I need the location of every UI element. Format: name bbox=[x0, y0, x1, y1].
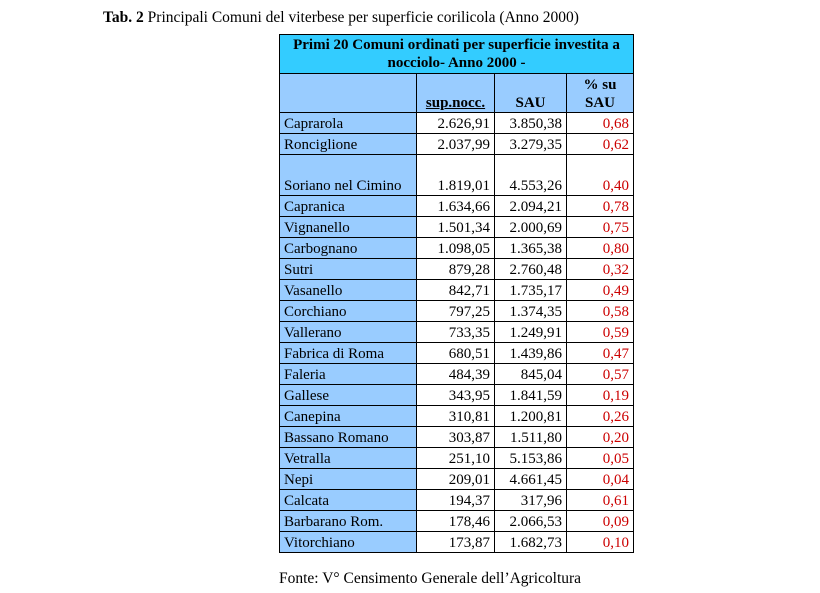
cell-sau: 1.511,80 bbox=[495, 427, 567, 448]
cell-pct-su-sau: 0,75 bbox=[567, 217, 634, 238]
cell-sau: 845,04 bbox=[495, 364, 567, 385]
cell-sup-nocc: 842,71 bbox=[417, 280, 495, 301]
cell-pct-su-sau: 0,49 bbox=[567, 280, 634, 301]
cell-pct-su-sau: 0,62 bbox=[567, 134, 634, 155]
cell-pct-su-sau: 0,20 bbox=[567, 427, 634, 448]
cell-comune: Vignanello bbox=[280, 217, 417, 238]
cell-sup-nocc: 251,10 bbox=[417, 448, 495, 469]
cell-sau: 2.000,69 bbox=[495, 217, 567, 238]
cell-sup-nocc: 1.501,34 bbox=[417, 217, 495, 238]
cell-comune: Fabrica di Roma bbox=[280, 343, 417, 364]
table-row bbox=[280, 280, 634, 301]
cell-comune: Carbognano bbox=[280, 238, 417, 259]
table-row bbox=[280, 343, 634, 364]
cell-sup-nocc: 2.626,91 bbox=[417, 113, 495, 134]
cell-sau: 2.094,21 bbox=[495, 196, 567, 217]
cell-sau: 1.200,81 bbox=[495, 406, 567, 427]
cell-sau: 1.439,86 bbox=[495, 343, 567, 364]
table-row bbox=[280, 427, 634, 448]
cell-sup-nocc: 2.037,99 bbox=[417, 134, 495, 155]
table-row bbox=[280, 322, 634, 343]
cell-sup-nocc: 173,87 bbox=[417, 532, 495, 553]
cell-pct-su-sau: 0,57 bbox=[567, 364, 634, 385]
cell-sau: 1.249,91 bbox=[495, 322, 567, 343]
cell-sau: 317,96 bbox=[495, 490, 567, 511]
cell-pct-su-sau: 0,32 bbox=[567, 259, 634, 280]
cell-sau: 2.760,48 bbox=[495, 259, 567, 280]
cell-comune: Faleria bbox=[280, 364, 417, 385]
cell-sup-nocc: 343,95 bbox=[417, 385, 495, 406]
cell-sau: 3.279,35 bbox=[495, 134, 567, 155]
cell-pct-su-sau: 0,58 bbox=[567, 301, 634, 322]
cell-sup-nocc: 733,35 bbox=[417, 322, 495, 343]
cell-sau: 4.661,45 bbox=[495, 469, 567, 490]
cell-sau: 1.374,35 bbox=[495, 301, 567, 322]
table-row bbox=[280, 490, 634, 511]
cell-comune: Canepina bbox=[280, 406, 417, 427]
cell-comune: Sutri bbox=[280, 259, 417, 280]
table-row bbox=[280, 532, 634, 553]
cell-pct-su-sau: 0,47 bbox=[567, 343, 634, 364]
caption-text: Principali Comuni del viterbese per superficie corilicola (Anno 2000) bbox=[147, 9, 579, 26]
cell-comune: Vallerano bbox=[280, 322, 417, 343]
table-row bbox=[280, 406, 634, 427]
cell-comune: Caprarola bbox=[280, 113, 417, 134]
table-row bbox=[280, 196, 634, 217]
table-row bbox=[280, 134, 634, 155]
cell-sup-nocc: 310,81 bbox=[417, 406, 495, 427]
table-row bbox=[280, 238, 634, 259]
cell-sau: 1.735,17 bbox=[495, 280, 567, 301]
cell-comune: Gallese bbox=[280, 385, 417, 406]
header-sup-nocc: sup.nocc. bbox=[417, 74, 495, 113]
cell-comune: Vetralla bbox=[280, 448, 417, 469]
cell-sau: 1.841,59 bbox=[495, 385, 567, 406]
header-sau: SAU bbox=[495, 74, 567, 113]
cell-pct-su-sau: 0,59 bbox=[567, 322, 634, 343]
table-row bbox=[280, 469, 634, 490]
cell-sau: 1.365,38 bbox=[495, 238, 567, 259]
cell-pct-su-sau: 0,26 bbox=[567, 406, 634, 427]
source-note: Fonte: V° Censimento Generale dell’Agricoltura bbox=[279, 570, 582, 587]
cell-sup-nocc: 194,37 bbox=[417, 490, 495, 511]
table-row bbox=[280, 217, 634, 238]
header-name bbox=[280, 74, 417, 113]
cell-sup-nocc: 1.634,66 bbox=[417, 196, 495, 217]
cell-sup-nocc: 178,46 bbox=[417, 511, 495, 532]
cell-comune: Vasanello bbox=[280, 280, 417, 301]
table-row bbox=[280, 259, 634, 280]
cell-comune: Nepi bbox=[280, 469, 417, 490]
cell-sup-nocc: 1.098,05 bbox=[417, 238, 495, 259]
cell-sup-nocc: 484,39 bbox=[417, 364, 495, 385]
table-row bbox=[280, 113, 634, 134]
table-row bbox=[280, 385, 634, 406]
cell-pct-su-sau: 0,80 bbox=[567, 238, 634, 259]
table-row bbox=[280, 511, 634, 532]
cell-pct-su-sau: 0,05 bbox=[567, 448, 634, 469]
cell-pct-su-sau: 0,61 bbox=[567, 490, 634, 511]
table-row bbox=[280, 448, 634, 469]
cell-sau: 1.682,73 bbox=[495, 532, 567, 553]
cell-sup-nocc: 680,51 bbox=[417, 343, 495, 364]
cell-comune: Vitorchiano bbox=[280, 532, 417, 553]
header-pct-su-sau: % su SAU bbox=[567, 74, 634, 113]
table-banner: Primi 20 Comuni ordinati per superficie investita a nocciolo- Anno 2000 - bbox=[280, 35, 634, 74]
cell-sau: 4.553,26 bbox=[495, 155, 567, 196]
cell-comune: Ronciglione bbox=[280, 134, 417, 155]
cell-pct-su-sau: 0,19 bbox=[567, 385, 634, 406]
cell-sup-nocc: 1.819,01 bbox=[417, 155, 495, 196]
cell-comune: Corchiano bbox=[280, 301, 417, 322]
cell-sup-nocc: 797,25 bbox=[417, 301, 495, 322]
cell-comune: Barbarano Rom. bbox=[280, 511, 417, 532]
cell-sup-nocc: 303,87 bbox=[417, 427, 495, 448]
cell-sup-nocc: 209,01 bbox=[417, 469, 495, 490]
cell-pct-su-sau: 0,09 bbox=[567, 511, 634, 532]
cell-pct-su-sau: 0,78 bbox=[567, 196, 634, 217]
cell-sup-nocc: 879,28 bbox=[417, 259, 495, 280]
table-caption bbox=[103, 9, 579, 27]
table-row bbox=[280, 301, 634, 322]
cell-comune: Bassano Romano bbox=[280, 427, 417, 448]
cell-pct-su-sau: 0,04 bbox=[567, 469, 634, 490]
table-row bbox=[280, 155, 634, 196]
comuni-table bbox=[279, 34, 634, 553]
cell-pct-su-sau: 0,40 bbox=[567, 155, 634, 196]
table-body bbox=[280, 113, 634, 553]
cell-comune: Calcata bbox=[280, 490, 417, 511]
cell-sau: 3.850,38 bbox=[495, 113, 567, 134]
cell-pct-su-sau: 0,68 bbox=[567, 113, 634, 134]
cell-sau: 5.153,86 bbox=[495, 448, 567, 469]
cell-sau: 2.066,53 bbox=[495, 511, 567, 532]
caption-label: Tab. 2 bbox=[103, 9, 144, 26]
table-row bbox=[280, 364, 634, 385]
cell-pct-su-sau: 0,10 bbox=[567, 532, 634, 553]
cell-comune: Soriano nel Cimino bbox=[280, 155, 417, 196]
cell-comune: Capranica bbox=[280, 196, 417, 217]
